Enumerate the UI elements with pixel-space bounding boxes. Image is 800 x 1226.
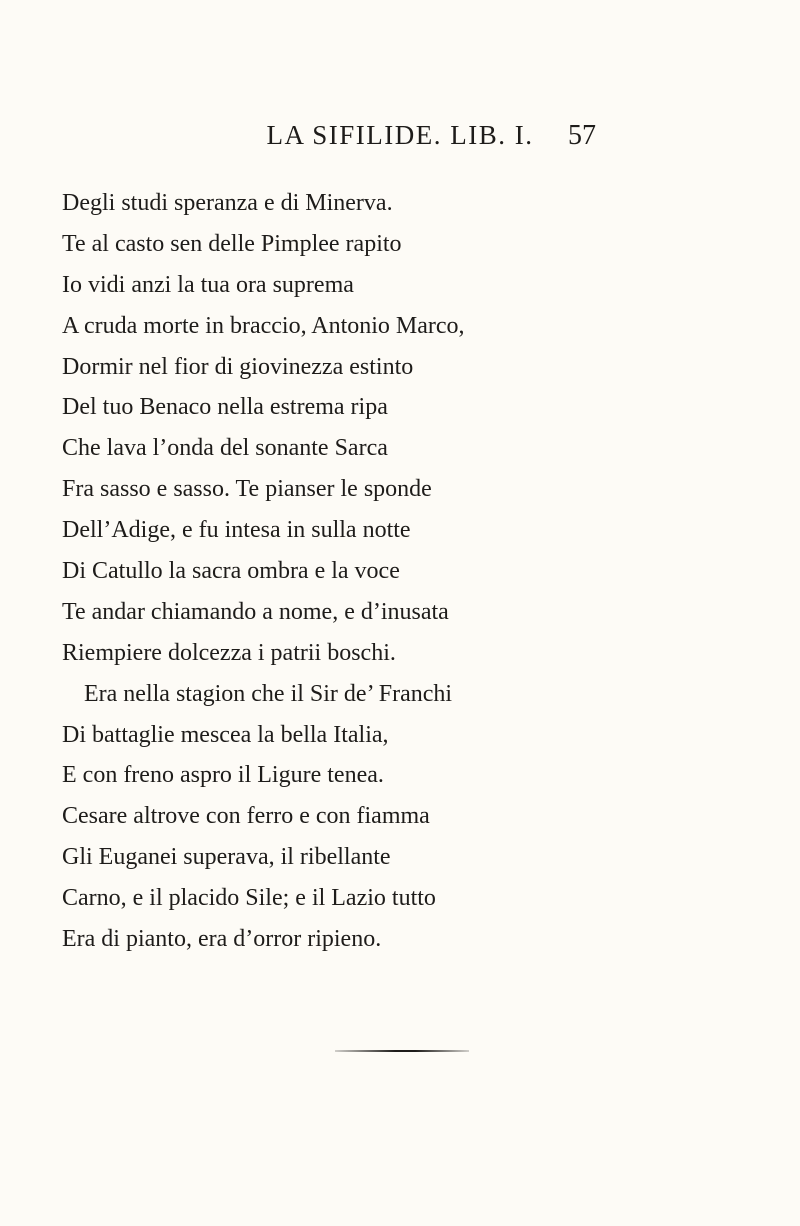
verse-line: Carno, e il placido Sile; e il Lazio tutto [62,885,436,912]
decorative-rule [335,1050,469,1052]
page-number: 57 [568,120,596,151]
verse-line: Te al casto sen delle Pimplee rapito [62,230,402,257]
verse-line: Dell’Adige, e fu intesa in sulla notte [62,517,411,544]
verse-line: A cruda morte in braccio, Antonio Marco, [62,312,465,339]
verse-line: Cesare altrove con ferro e con fiamma [62,803,430,830]
verse-line: Riempiere dolcezza i patrii boschi. [62,639,396,666]
verse-line: Fra sasso e sasso. Te pianser le sponde [62,476,432,503]
verse-line: Di battaglie mescea la bella Italia, [62,721,389,748]
verse-line: E con freno aspro il Ligure tenea. [62,762,384,789]
verse-line: Te andar chiamando a nome, e d’inusata [62,598,449,625]
page-header [0,120,800,160]
verse-line: Gli Euganei superava, il ribellante [62,844,391,871]
verse-line: Di Catullo la sacra ombra e la voce [62,558,400,585]
verse-line: Che lava l’onda del sonante Sarca [62,435,388,462]
verse-line: Era di pianto, era d’orror ripieno. [62,926,382,953]
verse-line: Degli studi speranza e di Minerva. [62,190,393,216]
verse-line-indented: Era nella stagion che il Sir de’ Franchi [84,680,453,707]
verse-line: Dormir nel fior di giovinezza estinto [62,353,414,380]
verse-line: Del tuo Benaco nella estrema ripa [62,394,388,421]
poem-text [62,183,762,960]
verse-line: Io vidi anzi la tua ora suprema [62,271,354,298]
running-title: LA SIFILIDE. LIB. I. [266,120,534,150]
